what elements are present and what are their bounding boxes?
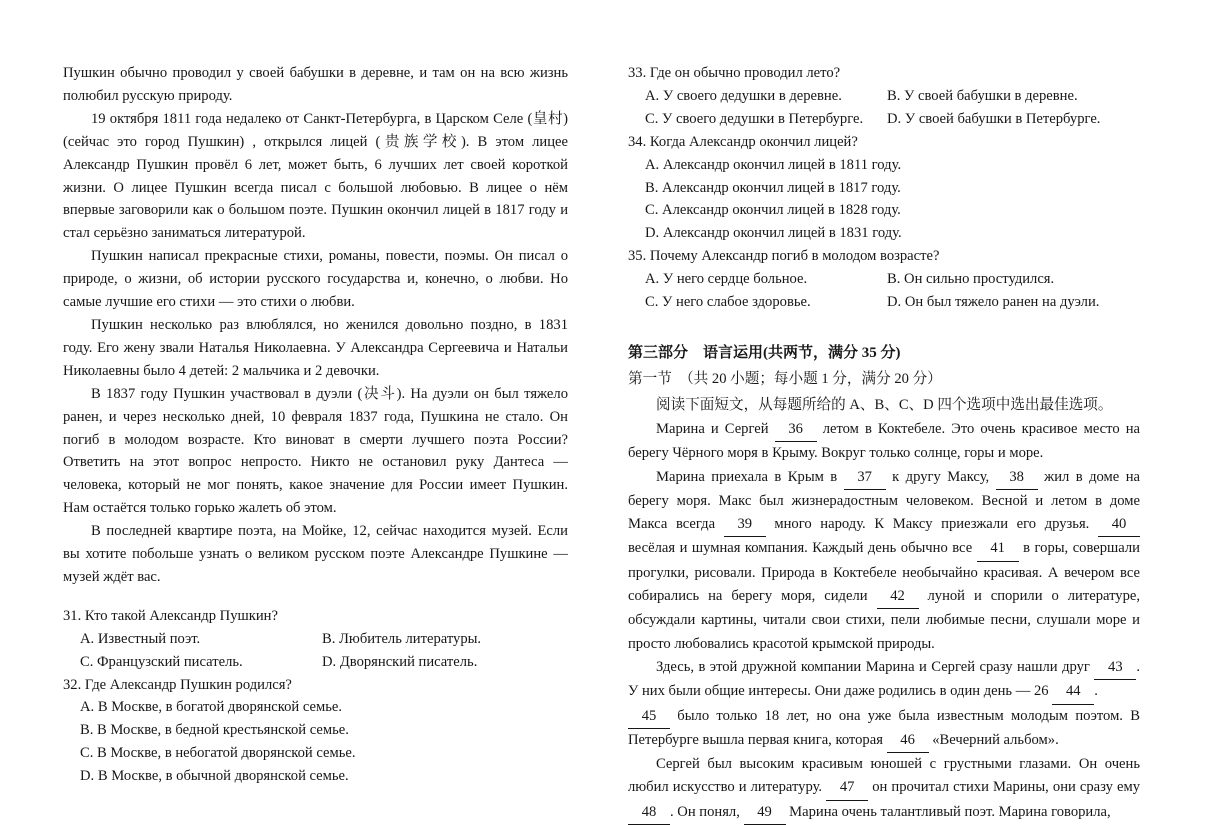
cloze-blank: 40 bbox=[1098, 513, 1140, 537]
passage-paragraph: 45 было только 18 лет, но она уже была известным молодым поэтом. В Петербурге вышла первая книга, которая 46 «Вечерний альбом». bbox=[628, 705, 1140, 754]
answer-option: D. У своей бабушки в Петербурге. bbox=[887, 110, 1101, 127]
left-column bbox=[63, 62, 568, 800]
cloze-blank: 49 bbox=[744, 801, 786, 825]
cloze-blank: 47 bbox=[826, 776, 868, 800]
answer-option: C. Французский писатель. bbox=[80, 653, 243, 670]
reading-paragraph: В последней квартире поэта, на Мойке, 12, сейчас находится музей. Если вы хотите побольше узнать о великом русском поэте Александре Пушкине — музей ждёт вас. bbox=[63, 523, 568, 585]
passage-paragraph: Сергей был высоким красивым юношей с грустными глазами. Он очень любил искусство и литературу. 47 он прочитал стихи Марины, они сразу ему 48 . Он понял, 49 Марина очень талантливый поэт. Марина говорила, bbox=[628, 753, 1140, 825]
reading-paragraph: Пушкин несколько раз влюблялся, но женился довольно поздно, в 1831 году. Его жену звали Наталья Николаевна. У Александра Сергеевича и Натальи Николаевны было 4 детей: 2 мальчика и 2 девочки. bbox=[63, 316, 568, 379]
reading-paragraph: В 1837 году Пушкин участвовал в дуэли (决斗). На дуэли он был тяжело ранен, и через несколько дней, 10 февраля 1837 года, Пушкина не стало. Он погиб в молодом возрасте. Кто виноват в смерти лучшего поэта России? Ответить на этот вопрос непросто. Никто не остановил руку Дантеса — человека, который не мог понять, какое значение для России имеет Пушкин. Нам остаётся только горько жалеть об этом. bbox=[63, 385, 568, 517]
cloze-blank: 39 bbox=[724, 513, 766, 537]
question-text: 31. Кто такой Александр Пушкин? bbox=[63, 607, 278, 624]
question-text: 35. Почему Александр погиб в молодом возрасте? bbox=[628, 248, 940, 265]
answer-option: C. Александр окончил лицей в 1828 году. bbox=[645, 202, 901, 219]
question-text: 32. Где Александр Пушкин родился? bbox=[63, 676, 292, 693]
cloze-passage bbox=[628, 418, 1140, 825]
reading-paragraph: Пушкин обычно проводил у своей бабушки в деревне, и там он на всю жизнь полюбил русскую природу. bbox=[63, 65, 568, 104]
answer-option: B. У своей бабушки в деревне. bbox=[887, 87, 1078, 104]
right-column bbox=[628, 62, 1140, 820]
passage-paragraph: Здесь, в этой дружной компании Марина и Сергей сразу нашли друг 43 . У них были общие интересы. Они даже родились в один день — 26 44 . bbox=[628, 656, 1140, 705]
cloze-blank: 36 bbox=[775, 418, 817, 442]
cloze-blank: 38 bbox=[996, 466, 1038, 490]
question-35 bbox=[628, 245, 1140, 314]
answer-option: B. Он сильно простудился. bbox=[887, 271, 1055, 288]
answer-option: B. Любитель литературы. bbox=[322, 630, 482, 647]
section-instruction: 阅读下面短文，从每题所给的 A、B、C、D 四个选项中选出最佳选项。 bbox=[656, 396, 1113, 413]
passage-paragraph: Марина приехала в Крым в 37 к другу Максу, 38 жил в доме на берегу моря. Макс был жизнерадостным человеком. Весной и летом в доме Макса всегда 39 много народу. К Максу приезжали его друзья. 40 весёлая и шумная компания. Каждый день обычно все 41 в горы, совершали прогулки, рисовали. Природа в Коктебеле необычайно красивая. А вечером все собирались на берегу моря, сидели 42 луной и спорили о литературе, обсуждали картины, читали свои стихи, пели любимые песни, слушали море и просто любовались красотой крымской природы. bbox=[628, 466, 1140, 656]
question-options bbox=[628, 268, 1140, 314]
answer-option: C. У него слабое здоровье. bbox=[645, 294, 811, 311]
cloze-blank: 43 bbox=[1094, 656, 1136, 680]
question-text: 33. Где он обычно проводил лето? bbox=[628, 65, 841, 81]
question-34 bbox=[628, 131, 1140, 246]
question-options bbox=[628, 85, 1140, 131]
answer-option: B. В Москве, в бедной крестьянской семье. bbox=[80, 722, 349, 739]
answer-option: A. У него сердце больное. bbox=[645, 271, 808, 288]
answer-option: A. Известный поэт. bbox=[80, 630, 201, 647]
passage-paragraph: Марина и Сергей 36 летом в Коктебеле. Это очень красивое место на берегу Чёрного моря в Крыму. Вокруг только солнце, горы и море. bbox=[628, 418, 1140, 466]
cloze-blank: 44 bbox=[1052, 680, 1094, 704]
answer-option: D. В Москве, в обычной дворянской семье. bbox=[80, 768, 349, 785]
cloze-blank: 46 bbox=[887, 729, 929, 753]
cloze-blank: 48 bbox=[628, 801, 670, 825]
reading-paragraph: Пушкин написал прекрасные стихи, романы, повести, поэмы. Он писал о природе, о жизни, об истории русского государства и, конечно, о любви. Но самые лучшие его стихи — это стихи о любви. bbox=[63, 248, 568, 311]
question-options bbox=[63, 628, 568, 674]
question-options bbox=[63, 696, 568, 788]
answer-option: D. Дворянский писатель. bbox=[322, 653, 478, 670]
section-title: 第三部分 语言运用(共两节，满分 35 分) bbox=[628, 344, 901, 361]
cloze-blank: 37 bbox=[844, 466, 886, 490]
section-3-header bbox=[628, 340, 1140, 418]
answer-option: D. Он был тяжело ранен на дуэли. bbox=[887, 294, 1100, 311]
answer-option: A. У своего дедушки в деревне. bbox=[645, 87, 842, 104]
answer-option: A. В Москве, в богатой дворянской семье. bbox=[80, 699, 342, 716]
answer-option: C. В Москве, в небогатой дворянской семье. bbox=[80, 745, 356, 762]
answer-option: C. У своего дедушки в Петербурге. bbox=[645, 110, 864, 127]
cloze-blank: 45 bbox=[628, 705, 670, 729]
cloze-blank: 42 bbox=[877, 585, 919, 609]
question-33 bbox=[628, 62, 1140, 131]
cloze-blank: 41 bbox=[977, 537, 1019, 561]
question-31 bbox=[63, 605, 568, 674]
question-options bbox=[628, 154, 1140, 246]
answer-option: A. Александр окончил лицей в 1811 году. bbox=[645, 156, 902, 173]
question-32 bbox=[63, 674, 568, 789]
answer-option: B. Александр окончил лицей в 1817 году. bbox=[645, 179, 901, 196]
reading-paragraph: 19 октября 1811 года недалеко от Санкт-Петербурга, в Царском Селе (皇村) (сейчас это город Пушкин) , открылся лицей (贵族学校). В этом лицее Александр Пушкин провёл 6 лет, может быть, 6 лучших лет своей короткой жизни. О лицее Пушкин всегда писал с большой любовью. В лицее о нём впервые заговорили как о большом поэте. Пушкин окончил лицей в 1817 году и стал серьёзно заниматься литературой. bbox=[63, 110, 568, 242]
section-subtitle: 第一节 （共 20 小题；每小题 1 分，满分 20 分） bbox=[628, 370, 942, 387]
answer-option: D. Александр окончил лицей в 1831 году. bbox=[645, 225, 902, 242]
reading-passage bbox=[63, 62, 568, 589]
question-text: 34. Когда Александр окончил лицей? bbox=[628, 133, 858, 150]
